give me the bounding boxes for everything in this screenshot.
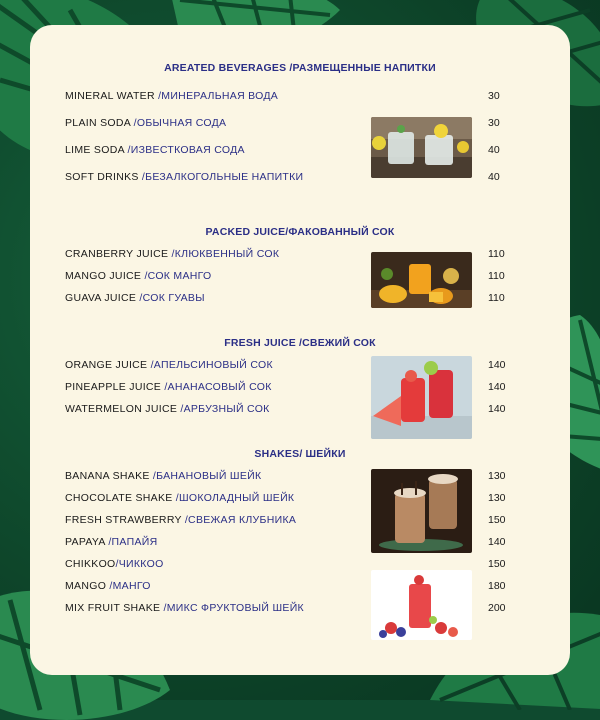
menu-item-price: 110 [488,292,505,304]
menu-item: FRESH STRAWBERRY /СВЕЖАЯ КЛУБНИКА [65,514,297,526]
menu-item-price: 110 [488,270,505,282]
fresh-juice-photo [371,356,472,439]
section-title-packed-juice: PACKED JUICE/ФАКОВАННЫЙ СОК [205,226,395,238]
menu-item-price: 130 [488,470,506,482]
strawberry-shake-photo [371,570,472,640]
menu-item-price: 150 [488,514,506,526]
section-title-shakes: SHAKES/ ШЕЙКИ [254,448,346,460]
menu-item: BANANA SHAKE /БАНАНОВЫЙ ШЕЙК [65,470,262,482]
menu-item-price: 40 [488,144,500,156]
menu-item-price: 140 [488,381,506,393]
menu-item: CHOCOLATE SHAKE /ШОКОЛАДНЫЙ ШЕЙК [65,492,295,504]
chocolate-shake-photo [371,469,472,553]
menu-item-price: 150 [488,558,506,570]
menu-item-price: 200 [488,602,506,614]
menu-item: SOFT DRINKS /БЕЗАЛКОГОЛЬНЫЕ НАПИТКИ [65,171,304,183]
menu-item-price: 30 [488,90,500,102]
menu-item: PAPAYA /ПАПАЙЯ [65,536,158,548]
menu-item: ORANGE JUICE /АПЕЛЬСИНОВЫЙ СОК [65,359,273,371]
menu-item: MANGO JUICE /СОК МАНГО [65,270,212,282]
menu-item-price: 30 [488,117,500,129]
section-title-fresh-juice: FRESH JUICE /СВЕЖИЙ СОК [224,337,376,349]
soda-photo [371,117,472,178]
menu-item: LIME SODA /ИЗВЕСТКОВАЯ СОДА [65,144,245,156]
menu-item-price: 140 [488,403,506,415]
menu-item: GUAVA JUICE /СОК ГУАВЫ [65,292,205,304]
menu-item-price: 140 [488,536,506,548]
menu-item: WATERMELON JUICE /АРБУЗНЫЙ СОК [65,403,270,415]
menu-card [30,25,570,675]
menu-item-price: 140 [488,359,506,371]
mango-juice-photo [371,252,472,308]
section-title-aerated: AREATED BEVERAGES /РАЗМЕЩЕННЫЕ НАПИТКИ [164,62,436,74]
menu-item: MANGO /МАНГО [65,580,151,592]
menu-item: MINERAL WATER /МИНЕРАЛЬНАЯ ВОДА [65,90,279,102]
menu-item: PINEAPPLE JUICE /АНАНАСОВЫЙ СОК [65,381,272,393]
menu-item: CHIKKOO/ЧИККОО [65,558,164,570]
menu-item-price: 40 [488,171,500,183]
menu-item-price: 110 [488,248,505,260]
menu-item: PLAIN SODA /ОБЫЧНАЯ СОДА [65,117,227,129]
menu-item: CRANBERRY JUICE /КЛЮКВЕННЫЙ СОК [65,248,280,260]
menu-item-price: 130 [488,492,506,504]
menu-item: MIX FRUIT SHAKE /МИКС ФРУКТОВЫЙ ШЕЙК [65,602,304,614]
menu-item-price: 180 [488,580,506,592]
